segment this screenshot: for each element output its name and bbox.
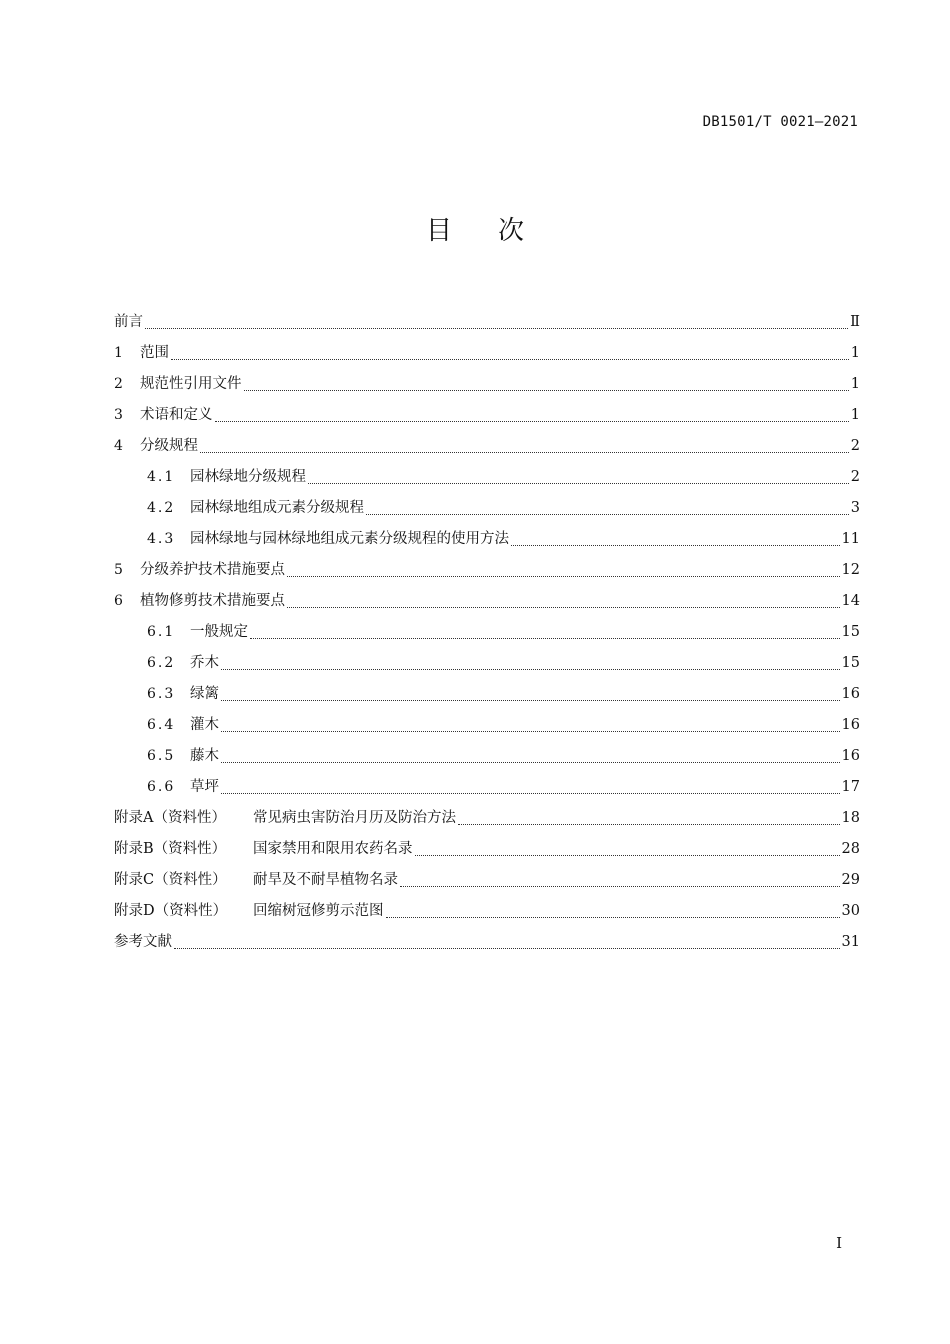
toc-entry-page: 11 bbox=[841, 531, 860, 547]
toc-entry-page: 12 bbox=[841, 562, 860, 578]
toc-title-char-2: 次 bbox=[498, 216, 525, 246]
appendix-prefix: 附录B（资料性） bbox=[114, 841, 227, 857]
toc-entry-number: 3 bbox=[114, 407, 123, 423]
dot-leader bbox=[458, 824, 840, 825]
toc-entry-number: 6.6 bbox=[147, 779, 176, 795]
toc-entry-5[interactable] bbox=[114, 555, 860, 586]
toc-entry-page: 31 bbox=[841, 934, 860, 950]
toc-entry-number: 6.5 bbox=[147, 748, 176, 764]
toc-entry-number: 5 bbox=[114, 562, 123, 578]
toc-entry-page: 16 bbox=[841, 686, 860, 702]
toc-entry-6[interactable] bbox=[114, 586, 860, 617]
toc-entry-number: 1 bbox=[114, 345, 123, 361]
dot-leader bbox=[145, 328, 848, 329]
toc-entry-label: 回缩树冠修剪示范图 bbox=[253, 903, 384, 919]
dot-leader bbox=[287, 607, 840, 608]
toc-entry-appendix-b[interactable] bbox=[114, 834, 860, 865]
toc-entry-foreword[interactable] bbox=[114, 307, 860, 338]
toc-entry-label: 前言 bbox=[114, 314, 143, 330]
toc-entry-label: 园林绿地与园林绿地组成元素分级规程的使用方法 bbox=[190, 531, 509, 547]
toc-entry-label: 规范性引用文件 bbox=[140, 376, 242, 392]
dot-leader bbox=[366, 514, 849, 515]
toc-entry-number: 4.1 bbox=[147, 469, 176, 485]
toc-entry-6-3[interactable] bbox=[114, 679, 860, 710]
toc-entry-page: 29 bbox=[841, 872, 860, 888]
toc-entry-label: 一般规定 bbox=[190, 624, 248, 640]
toc-entry-label: 国家禁用和限用农药名录 bbox=[253, 841, 413, 857]
dot-leader bbox=[215, 421, 849, 422]
toc-entry-references[interactable] bbox=[114, 927, 860, 958]
toc-entry-label: 草坪 bbox=[190, 779, 219, 795]
toc-entry-number: 6.1 bbox=[147, 624, 176, 640]
toc-entry-6-4[interactable] bbox=[114, 710, 860, 741]
appendix-prefix: 附录A（资料性） bbox=[114, 810, 226, 826]
toc-entry-number: 6.4 bbox=[147, 717, 176, 733]
dot-leader bbox=[511, 545, 840, 546]
toc-entry-number: 6.2 bbox=[147, 655, 176, 671]
toc-entry-label: 灌木 bbox=[190, 717, 219, 733]
toc-entry-label: 分级规程 bbox=[140, 438, 198, 454]
toc-entry-number: 4 bbox=[114, 438, 123, 454]
toc-entry-page: 14 bbox=[841, 593, 860, 609]
toc-entry-4[interactable] bbox=[114, 431, 860, 462]
document-code: DB1501/T 0021—2021 bbox=[702, 114, 858, 130]
appendix-prefix: 附录D（资料性） bbox=[114, 903, 228, 919]
toc-entry-page: 18 bbox=[841, 810, 860, 826]
dot-leader bbox=[250, 638, 840, 639]
toc-title-char-1: 目 bbox=[425, 216, 452, 246]
toc-entry-label: 术语和定义 bbox=[140, 407, 213, 423]
toc-entry-2[interactable] bbox=[114, 369, 860, 400]
toc-entry-page: 16 bbox=[841, 717, 860, 733]
toc-entry-label: 范围 bbox=[140, 345, 169, 361]
toc-entry-label: 分级养护技术措施要点 bbox=[140, 562, 285, 578]
toc-entry-4-2[interactable] bbox=[114, 493, 860, 524]
toc-entry-page: 1 bbox=[850, 376, 860, 392]
dot-leader bbox=[221, 669, 840, 670]
page-number: I bbox=[836, 1234, 842, 1252]
toc-entry-page: 1 bbox=[850, 407, 860, 423]
toc-entry-label: 藤木 bbox=[190, 748, 219, 764]
toc-entry-label: 园林绿地组成元素分级规程 bbox=[190, 500, 364, 516]
toc-entry-page: Ⅱ bbox=[850, 314, 860, 330]
table-of-contents bbox=[114, 307, 860, 958]
toc-entry-page: 16 bbox=[841, 748, 860, 764]
toc-entry-label: 乔木 bbox=[190, 655, 219, 671]
dot-leader bbox=[221, 700, 840, 701]
toc-entry-page: 1 bbox=[850, 345, 860, 361]
toc-entry-number: 4.3 bbox=[147, 531, 176, 547]
dot-leader bbox=[386, 917, 840, 918]
dot-leader bbox=[400, 886, 840, 887]
toc-entry-label: 参考文献 bbox=[114, 934, 172, 950]
dot-leader bbox=[200, 452, 849, 453]
toc-entry-label: 耐旱及不耐旱植物名录 bbox=[253, 872, 398, 888]
toc-entry-page: 17 bbox=[841, 779, 860, 795]
dot-leader bbox=[415, 855, 840, 856]
dot-leader bbox=[221, 762, 840, 763]
toc-entry-label: 绿篱 bbox=[190, 686, 219, 702]
toc-entry-1[interactable] bbox=[114, 338, 860, 369]
toc-entry-page: 3 bbox=[850, 500, 860, 516]
toc-entry-page: 28 bbox=[841, 841, 860, 857]
dot-leader bbox=[308, 483, 849, 484]
toc-entry-label: 园林绿地分级规程 bbox=[190, 469, 306, 485]
toc-entry-6-1[interactable] bbox=[114, 617, 860, 648]
appendix-prefix: 附录C（资料性） bbox=[114, 872, 227, 888]
toc-entry-4-3[interactable] bbox=[114, 524, 860, 555]
toc-entry-label: 植物修剪技术措施要点 bbox=[140, 593, 285, 609]
toc-entry-page: 15 bbox=[841, 655, 860, 671]
toc-entry-page: 2 bbox=[850, 438, 860, 454]
dot-leader bbox=[221, 793, 840, 794]
toc-entry-number: 6 bbox=[114, 593, 123, 609]
toc-title bbox=[0, 210, 950, 247]
toc-entry-appendix-d[interactable] bbox=[114, 896, 860, 927]
toc-entry-number: 2 bbox=[114, 376, 123, 392]
dot-leader bbox=[287, 576, 840, 577]
toc-entry-appendix-a[interactable] bbox=[114, 803, 860, 834]
toc-entry-6-5[interactable] bbox=[114, 741, 860, 772]
dot-leader bbox=[221, 731, 840, 732]
toc-entry-label: 常见病虫害防治月历及防治方法 bbox=[253, 810, 456, 826]
toc-entry-appendix-c[interactable] bbox=[114, 865, 860, 896]
dot-leader bbox=[171, 359, 849, 360]
toc-entry-3[interactable] bbox=[114, 400, 860, 431]
toc-entry-6-2[interactable] bbox=[114, 648, 860, 679]
toc-entry-6-6[interactable] bbox=[114, 772, 860, 803]
toc-entry-number: 4.2 bbox=[147, 500, 176, 516]
toc-entry-number: 6.3 bbox=[147, 686, 176, 702]
toc-entry-page: 15 bbox=[841, 624, 860, 640]
toc-entry-page: 30 bbox=[841, 903, 860, 919]
toc-entry-page: 2 bbox=[850, 469, 860, 485]
dot-leader bbox=[244, 390, 849, 391]
toc-entry-4-1[interactable] bbox=[114, 462, 860, 493]
dot-leader bbox=[174, 948, 840, 949]
